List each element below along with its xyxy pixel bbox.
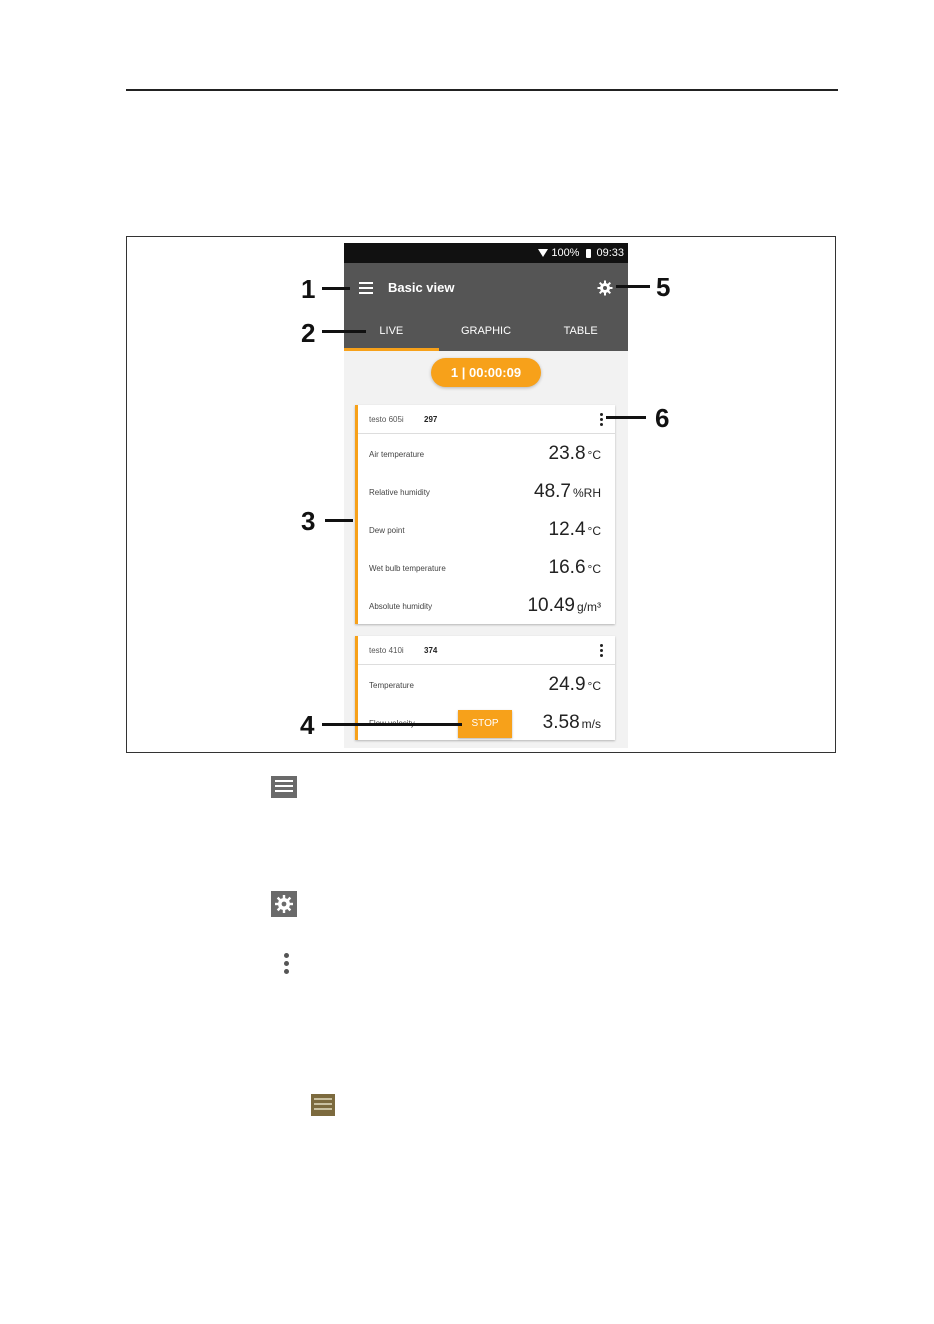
device-card-605i bbox=[355, 405, 615, 624]
card-header bbox=[358, 405, 615, 434]
battery-level: 100% bbox=[551, 247, 580, 259]
reading-value: 23.8 °C bbox=[548, 443, 601, 464]
reading-row bbox=[358, 510, 615, 548]
battery-icon bbox=[586, 249, 591, 258]
tab-graphic[interactable]: GRAPHIC bbox=[460, 325, 512, 337]
reading-unit: m/s bbox=[581, 717, 601, 731]
reading-unit: °C bbox=[587, 679, 601, 693]
status-time: 09:33 bbox=[596, 247, 624, 259]
card-header bbox=[358, 636, 615, 665]
measurement-timer[interactable]: 1 | 00:00:09 bbox=[431, 358, 541, 387]
callout-line-4 bbox=[322, 723, 462, 726]
callout-line-6 bbox=[606, 416, 646, 419]
reading-row bbox=[358, 586, 615, 624]
kebab-menu-icon bbox=[284, 953, 289, 977]
app-title: Basic view bbox=[388, 280, 455, 295]
reading-value: 12.4 °C bbox=[548, 519, 601, 540]
reading-row bbox=[358, 472, 615, 510]
device-name: testo 605i bbox=[369, 415, 404, 424]
reading-row bbox=[358, 665, 615, 703]
page-header-rule bbox=[126, 89, 838, 91]
callout-line-2 bbox=[322, 330, 366, 333]
kebab-menu-icon[interactable] bbox=[600, 644, 603, 659]
device-serial: 374 bbox=[424, 646, 438, 655]
reading-unit: °C bbox=[587, 448, 601, 462]
callout-6: 6 bbox=[655, 403, 670, 433]
reading-value: 10.49 g/m³ bbox=[527, 595, 601, 616]
reading-value: 48.7 %RH bbox=[534, 481, 601, 502]
callout-1: 1 bbox=[301, 274, 316, 304]
callout-3: 3 bbox=[301, 506, 316, 536]
reading-value: 3.58 m/s bbox=[542, 712, 601, 733]
device-serial: 297 bbox=[424, 415, 438, 424]
callout-4: 4 bbox=[300, 710, 315, 740]
callout-2: 2 bbox=[301, 318, 316, 348]
reading-value: 24.9 °C bbox=[548, 674, 601, 695]
hamburger-menu-icon bbox=[311, 1094, 335, 1116]
callout-5: 5 bbox=[656, 272, 671, 302]
reading-label: Air temperature bbox=[369, 450, 425, 459]
reading-unit: %RH bbox=[572, 486, 601, 500]
gear-icon[interactable] bbox=[597, 280, 613, 296]
reading-unit: °C bbox=[587, 524, 601, 538]
callout-line-1 bbox=[322, 287, 350, 290]
hamburger-menu-icon[interactable] bbox=[359, 282, 373, 293]
gear-icon bbox=[271, 891, 297, 917]
reading-value: 16.6 °C bbox=[548, 557, 601, 578]
callout-line-3 bbox=[325, 519, 353, 522]
stop-button[interactable]: STOP bbox=[458, 710, 512, 738]
reading-row bbox=[358, 548, 615, 586]
reading-label: Temperature bbox=[369, 681, 414, 690]
reading-unit: °C bbox=[587, 562, 601, 576]
app-bar bbox=[344, 263, 628, 351]
reading-label: Absolute humidity bbox=[369, 602, 433, 611]
status-bar bbox=[344, 243, 628, 263]
device-name: testo 410i bbox=[369, 646, 404, 655]
reading-label: Dew point bbox=[369, 526, 405, 535]
reading-label: Relative humidity bbox=[369, 488, 430, 497]
tab-live[interactable]: LIVE bbox=[344, 311, 439, 351]
reading-row bbox=[358, 434, 615, 472]
callout-line-5 bbox=[616, 285, 650, 288]
phone-screen bbox=[344, 243, 628, 748]
view-tabs bbox=[344, 311, 628, 351]
reading-unit: g/m³ bbox=[577, 600, 601, 614]
hamburger-menu-icon bbox=[271, 776, 297, 798]
wifi-icon bbox=[538, 249, 548, 257]
reading-label: Wet bulb temperature bbox=[369, 564, 446, 573]
kebab-menu-icon[interactable] bbox=[600, 413, 603, 428]
tab-table[interactable]: TABLE bbox=[563, 325, 598, 337]
